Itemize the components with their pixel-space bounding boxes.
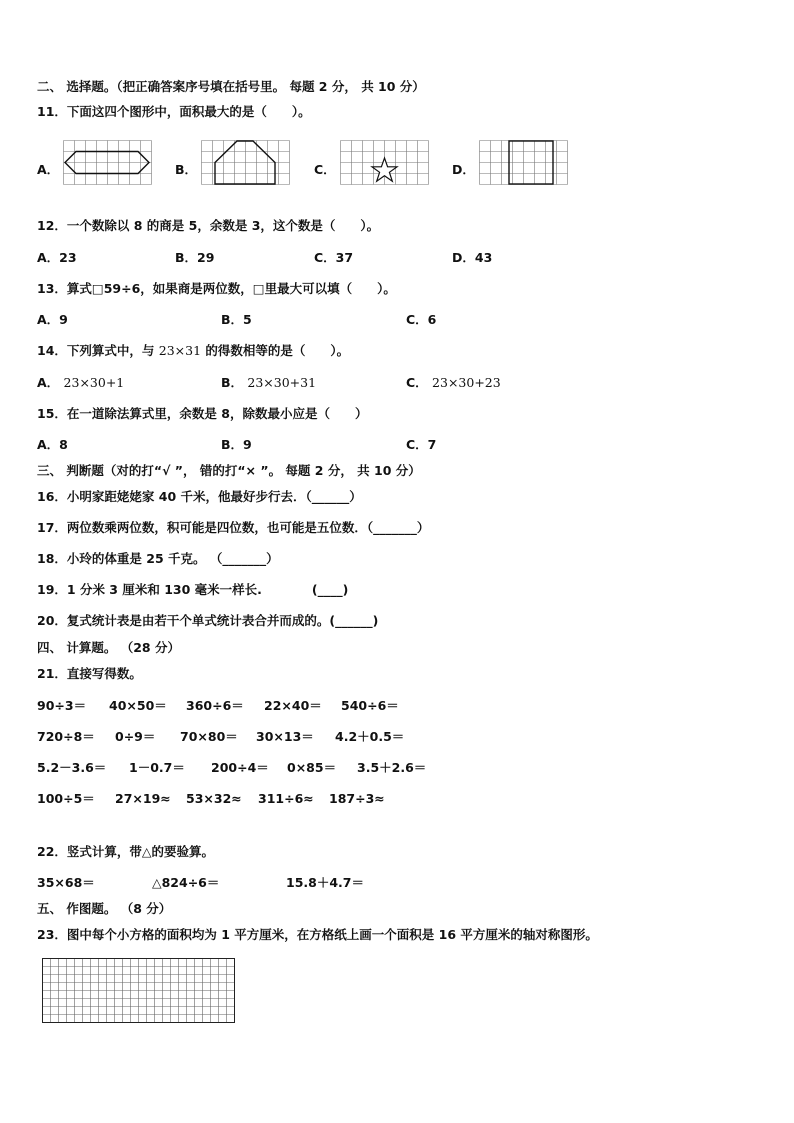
q12-option-d: D．43 (452, 250, 493, 265)
q14-option-c (406, 375, 501, 391)
q21-item: 22×40＝ (264, 698, 322, 713)
q14-option-a (37, 375, 124, 391)
q14-stem-end: 的得数相等的是（ ）。 (205, 343, 350, 358)
q21-item: 53×32≈ (186, 791, 242, 806)
q14-option-b-label: B． (221, 375, 244, 390)
q21-item: 187÷3≈ (329, 791, 385, 806)
question-13-stem: 13．算式□59÷6，如果商是两位数，□里最大可以填（ ）。 (37, 281, 396, 296)
q12-option-c: C．37 (314, 250, 354, 265)
q14-option-a-label: A． (37, 375, 60, 390)
question-23-stem: 23．图中每个小方格的面积均为 1 平方厘米，在方格纸上画一个面积是 16 平方厘米的轴对称图形。 (37, 927, 598, 942)
q13-option-c: C．6 (406, 312, 437, 327)
q14-option-c-label: C． (406, 375, 428, 390)
q14-stem-start: 14．下列算式中，与 (37, 343, 155, 358)
question-20: 20．复式统计表是由若干个单式统计表合并而成的。(______) (37, 613, 379, 628)
section-5-title: 五、 作图题。 （8 分） (37, 901, 172, 916)
q14-option-c-formula: 23×30+23 (432, 375, 501, 390)
question-16: 16．小明家距姥姥家 40 千米，他最好步行去．（______） (37, 489, 362, 504)
q14-stem-formula: 23×31 (158, 343, 202, 358)
q21-item: 540÷6＝ (341, 698, 399, 713)
q11-label-c: C． (314, 162, 336, 177)
question-14-stem (37, 343, 349, 359)
q11-figure-d-rectangle (479, 140, 569, 186)
q15-option-c: C．7 (406, 437, 437, 452)
q22-item: △824÷6＝ (152, 875, 220, 890)
q15-option-b: B．9 (221, 437, 252, 452)
q11-label-a: A． (37, 162, 60, 177)
question-22-stem: 22．竖式计算，带△的要验算。 (37, 844, 215, 859)
q21-item: 30×13＝ (256, 729, 314, 744)
section-3-title: 三、 判断题（对的打“√ ”， 错的打“× ”。 每题 2 分， 共 10 分） (37, 463, 421, 478)
q22-item: 15.8＋4.7＝ (286, 875, 364, 890)
q14-option-a-formula: 23×30+1 (63, 375, 125, 390)
q21-item: 0×85＝ (287, 760, 337, 775)
q22-item: 35×68＝ (37, 875, 95, 890)
question-18: 18．小玲的体重是 25 千克。 （_______） (37, 551, 279, 566)
q21-item: 4.2＋0.5＝ (335, 729, 405, 744)
section-2-title: 二、 选择题。（把正确答案序号填在括号里。 每题 2 分， 共 10 分） (37, 79, 425, 94)
q11-figure-b-pentagon (201, 140, 291, 186)
question-21-stem: 21．直接写得数。 (37, 666, 142, 681)
q15-option-a: A．8 (37, 437, 68, 452)
q11-figure-a-hexagon (63, 140, 153, 186)
q11-label-b: B． (175, 162, 198, 177)
q21-item: 360÷6＝ (186, 698, 244, 713)
q21-item: 720÷8＝ (37, 729, 95, 744)
q21-item: 27×19≈ (115, 791, 171, 806)
q12-option-a: A．23 (37, 250, 77, 265)
question-17: 17．两位数乘两位数，积可能是四位数，也可能是五位数．（_______） (37, 520, 430, 535)
q21-item: 40×50＝ (109, 698, 167, 713)
q13-option-a: A．9 (37, 312, 68, 327)
q14-option-b (221, 375, 316, 391)
q12-option-b: B．29 (175, 250, 215, 265)
q11-label-d: D． (452, 162, 475, 177)
q21-item: 100÷5＝ (37, 791, 95, 806)
q14-option-b-formula: 23×30+31 (247, 375, 317, 390)
q23-grid-paper[interactable] (42, 958, 236, 1024)
question-15-stem: 15．在一道除法算式里，余数是 8，除数最小应是（ ） (37, 406, 368, 421)
question-19: 19．1 分米 3 厘米和 130 毫米一样长. (____) (37, 582, 349, 597)
q21-item: 311÷6≈ (258, 791, 314, 806)
q21-item: 0÷9＝ (115, 729, 156, 744)
q11-figure-c-star (340, 140, 430, 186)
q13-option-b: B．5 (221, 312, 252, 327)
q21-item: 200÷4＝ (211, 760, 269, 775)
question-12-stem: 12．一个数除以 8 的商是 5，余数是 3，这个数是（ ）。 (37, 218, 380, 233)
q21-item: 70×80＝ (180, 729, 238, 744)
q21-item: 5.2－3.6＝ (37, 760, 107, 775)
q21-item: 3.5＋2.6＝ (357, 760, 427, 775)
q21-item: 90÷3＝ (37, 698, 87, 713)
section-4-title: 四、 计算题。 （28 分） (37, 640, 180, 655)
question-11-stem: 11．下面这四个图形中，面积最大的是（ ）。 (37, 104, 311, 119)
q21-item: 1－0.7＝ (129, 760, 185, 775)
